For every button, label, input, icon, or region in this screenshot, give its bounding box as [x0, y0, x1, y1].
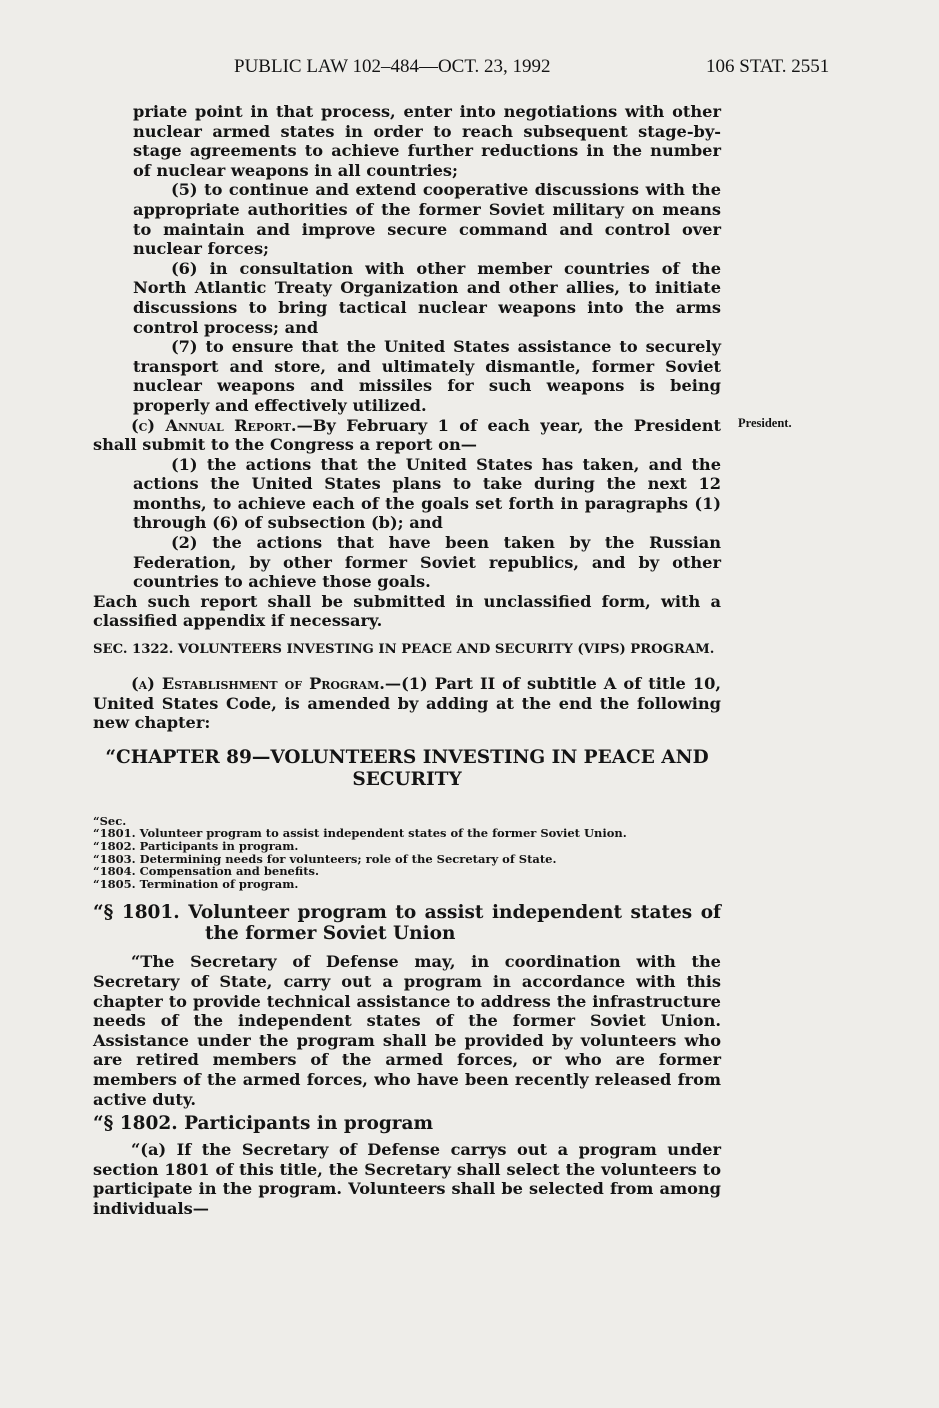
- subsection-a: [93, 674, 721, 733]
- section-1322-heading: SEC. 1322. VOLUNTEERS INVESTING IN PEACE AND SECURITY (VIPS) PROGRAM.: [93, 642, 715, 658]
- section-1801-text: “The Secretary of Defense may, in coordination with the Secretary of State, carry out a program in accordance with this chapter to provide technical assistance to address the infrastructure needs of the independent states of the former Soviet Union. Assistance under the program shall be provided by volunteers who are retired members of the armed forces, or who are former members of the armed forces, who have been recently released from active duty.: [93, 952, 721, 1109]
- toc-entry: “Sec.: [93, 813, 127, 828]
- header-citation: PUBLIC LAW 102–484—OCT. 23, 1992: [234, 56, 551, 77]
- page-header: [0, 52, 939, 82]
- toc-entry: “1802. Participants in program.: [93, 839, 299, 853]
- subsection-c-heading: (c) Annual Report.: [131, 415, 297, 435]
- section-1802-heading: “§ 1802. Participants in program: [93, 1113, 434, 1135]
- subsection-a-text: —(1) Part II of subtitle A of title 10, United States Code, is amended by adding at the end the following new chapter:: [93, 674, 721, 733]
- paragraph-c2: (2) the actions that have been taken by the Russian Federation, by other former Soviet republics, and by other countries to achieve those goals.: [133, 533, 721, 592]
- header-stat-page: 106 STAT. 2551: [706, 56, 830, 77]
- toc-entry: “1801. Volunteer program to assist independent states of the former Soviet Union.: [93, 826, 627, 841]
- subsection-a-heading: (a) Establishment of Program.: [131, 674, 385, 694]
- toc-entry: “1803. Determining needs for volunteers; role of the Secretary of State.: [93, 851, 557, 866]
- chapter-table-of-contents: [93, 815, 721, 891]
- section-1801-heading: “§ 1801. Volunteer program to assist independent states of the former Soviet Union: [93, 902, 721, 945]
- chapter-title: “CHAPTER 89—VOLUNTEERS INVESTING IN PEACE AND SECURITY: [105, 746, 709, 790]
- toc-entry: “1804. Compensation and benefits.: [93, 864, 320, 879]
- section-1802-text: “(a) If the Secretary of Defense carrys out a program under section 1801 of this title, the Secretary shall select the volunteers to participate in the program. Volunteers shall be selected from among individuals—: [93, 1140, 721, 1218]
- toc-entry: “1805. Termination of program.: [93, 876, 299, 891]
- report-form-paragraph: Each such report shall be submitted in unclassified form, with a classified appendix if necessary.: [93, 591, 721, 631]
- paragraph-6: (6) in consultation with other member countries of the North Atlantic Treaty Organization and other allies, to initiate discussions to bring tactical nuclear weapons into the arms control process; and: [133, 258, 721, 337]
- subsection-c-text: —By February 1 of each year, the President shall submit to the Congress a report on—: [93, 415, 721, 455]
- paragraph-c1: (1) the actions that the United States has taken, and the actions the United States plans to take during the next 12 months, to achieve each of the goals set forth in paragraphs (1) through (6) of subsection (b); and: [133, 454, 721, 533]
- body-text: [93, 102, 721, 1219]
- subsection-c: [93, 416, 721, 455]
- paragraph-7: (7) to ensure that the United States assistance to securely transport and store, and ultimately dismantle, former Soviet nuclear weapons and missiles for such weapons is being properly and effectively utilized.: [133, 337, 721, 415]
- paragraph-continuation: priate point in that process, enter into negotiations with other nuclear armed states in order to reach subsequent stage-by-stage agreements to achieve further reductions in the number of nuclear weapons in all countries;: [133, 102, 721, 180]
- margin-note: President.: [738, 416, 792, 430]
- paragraph-5: (5) to continue and extend cooperative discussions with the appropriate authorities of the former Soviet military on means to maintain and improve secure command and control over nuclear forces;: [133, 180, 721, 259]
